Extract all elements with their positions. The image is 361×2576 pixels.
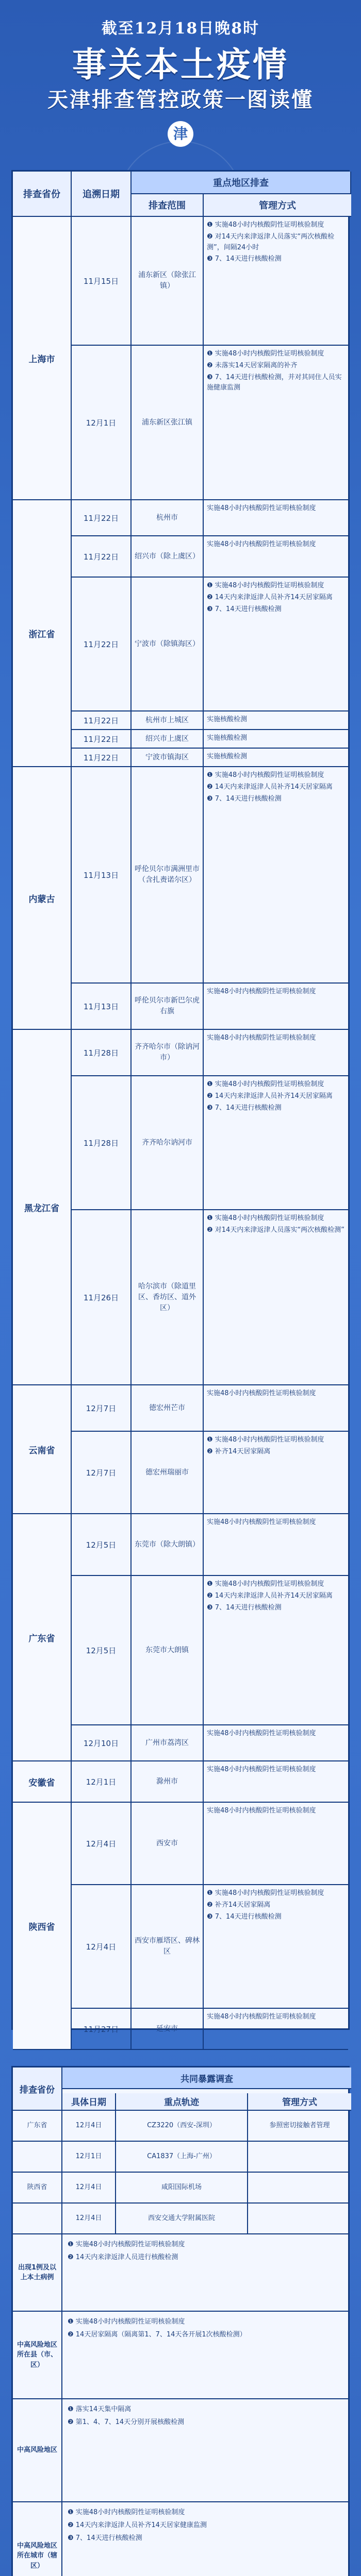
col-measure: 管理方式 — [248, 2093, 351, 2111]
cell-m — [248, 2142, 351, 2172]
province-cell: 广东省 — [13, 1514, 72, 1761]
measure-item: ❸ 7、14天进行核酸检测 — [207, 794, 282, 803]
table-row — [72, 1803, 348, 1885]
row-measures — [204, 1432, 348, 1513]
row-date: 12月10日 — [72, 1725, 132, 1760]
cell-date: 12月4日 — [62, 2204, 116, 2233]
cell-p: 广东省 — [13, 2111, 62, 2141]
row-measures — [204, 730, 348, 748]
table-row — [72, 217, 348, 346]
measure-item: 实施核酸检测 — [207, 716, 248, 723]
table-row — [72, 984, 348, 1030]
measure-item: ❷ 对14天内来津返津人员落实“两次核酸检测” — [207, 1226, 344, 1234]
measure-item: ❷ 14天内来津返津人员补齐14天居家隔离 — [207, 593, 333, 601]
table-row — [72, 1725, 348, 1761]
table-row — [13, 2173, 348, 2204]
policy-row — [13, 2312, 348, 2399]
row-date: 11月28日 — [72, 1030, 132, 1075]
measure-item: ❷ 14天内来津返津人员补齐14天居家隔离 — [207, 783, 333, 791]
col-measure: 管理方式 — [204, 194, 351, 217]
measure-item: ❶ 实施48小时内核酸阴性证明核验制度 — [207, 1080, 324, 1088]
measure-item: ❶ 实施48小时内核酸阴性证明核验制度 — [207, 771, 324, 779]
row-area: 广州市荔湾区 — [132, 1725, 204, 1760]
table-row — [72, 536, 348, 578]
policy-item: ❶ 实施48小时内核酸阴性证明核验制度 — [68, 2241, 185, 2248]
policy-item: ❶ 落实14天集中隔离 — [68, 2405, 132, 2413]
col-province: 排查省份 — [13, 172, 72, 217]
cell-p — [13, 2142, 62, 2172]
table-row — [72, 711, 348, 730]
row-date: 11月22日 — [72, 749, 132, 766]
header-subtitle: 天津排查管控政策一图读懂 — [47, 88, 314, 112]
key-area-rows — [13, 217, 348, 2034]
measure-item: 实施48小时内核酸阴性证明核验制度 — [207, 1389, 316, 1397]
row-measures — [204, 1576, 348, 1724]
row-measures — [204, 1076, 348, 1209]
cell-m: 参照密切接触者管理 — [269, 2121, 330, 2129]
province-cell: 黑龙江省 — [13, 1030, 72, 1385]
row-measures — [204, 984, 348, 1029]
row-date: 11月13日 — [72, 984, 132, 1029]
measure-item: 实施48小时内核酸阴性证明核验制度 — [207, 1766, 316, 1773]
table-row — [72, 346, 348, 500]
cell-date: 12月4日 — [62, 2111, 116, 2141]
cell-p — [13, 2204, 62, 2233]
province-cell: 内蒙古 — [13, 767, 72, 1030]
row-date: 11月22日 — [72, 730, 132, 748]
table-row — [72, 1210, 348, 1385]
policy-value — [62, 2399, 351, 2501]
cell-p: 陕西省 — [13, 2173, 62, 2202]
row-area: 哈尔滨市（除道里区、香坊区、道外区） — [132, 1210, 204, 1384]
measure-item: ❸ 7、14天进行核酸检测 — [207, 1104, 282, 1112]
row-area: 齐齐哈尔讷河市 — [132, 1076, 204, 1209]
policy-item: ❶ 实施48小时内核酸阴性证明核验制度 — [68, 2509, 185, 2516]
measure-item: ❸ 7、14天进行核酸检测，并对其同住人员实施健康监测 — [207, 373, 342, 392]
header — [0, 0, 361, 170]
table-row — [72, 730, 348, 749]
measure-item: ❷ 补齐14天居家隔离 — [207, 1901, 271, 1909]
measure-item: 实施48小时内核酸阴性证明核验制度 — [207, 1807, 316, 1815]
measure-item: 实施48小时内核酸阴性证明核验制度 — [207, 2013, 316, 2021]
measure-item: ❸ 7、14天进行核酸检测 — [207, 1912, 282, 1921]
row-date: 11月26日 — [72, 1210, 132, 1384]
measure-item: ❶ 实施48小时内核酸阴性证明核验制度 — [207, 1889, 324, 1897]
measure-item: ❶ 实施48小时内核酸阴性证明核验制度 — [207, 1580, 324, 1588]
row-measures — [204, 1210, 348, 1384]
policy-value — [62, 2234, 351, 2311]
measure-item: ❶ 实施48小时内核酸阴性证明核验制度 — [207, 582, 324, 589]
measure-item: ❸ 7、14天进行核酸检测 — [207, 605, 282, 613]
row-area: 西安市 — [132, 1803, 204, 1884]
measure-item: ❷ 补齐14天居家隔离 — [207, 1447, 271, 1455]
policy-row — [13, 2399, 348, 2502]
row-measures — [204, 346, 348, 499]
row-area: 德宏州芒市 — [132, 1385, 204, 1431]
table-row — [13, 2111, 348, 2142]
row-area: 呼伦贝尔市满洲里市（含扎赉诺尔区） — [132, 767, 204, 982]
table-row — [72, 1076, 348, 1210]
row-measures — [204, 711, 348, 729]
key-area-table-header — [13, 172, 348, 217]
measure-item: 实施核酸检测 — [207, 753, 248, 760]
policy-key: 中高风险地区 — [13, 2399, 62, 2501]
row-area: 德宏州瑞丽市 — [132, 1432, 204, 1513]
measure-item: ❸ 7、14天进行核酸检测 — [207, 1603, 282, 1612]
row-date: 11月22日 — [72, 578, 132, 710]
col-date: 追溯日期 — [72, 172, 132, 217]
measure-item: ❶ 实施48小时内核酸阴性证明核验制度 — [207, 1214, 324, 1222]
row-measures — [204, 1725, 348, 1760]
row-area: 东莞市大朗镇 — [132, 1576, 204, 1724]
row-measures — [204, 1761, 348, 1802]
table-row — [13, 2142, 348, 2173]
cell-date: 12月1日 — [62, 2142, 116, 2172]
measure-item: ❷ 14天内来津返津人员补齐14天居家隔离 — [207, 1092, 333, 1100]
exposure-rows — [13, 2111, 348, 2576]
table-row — [72, 1885, 348, 2009]
row-date: 11月13日 — [72, 767, 132, 982]
policy-item: ❷ 14天内来津返津人员进行核酸检测 — [68, 2253, 178, 2261]
row-area: 杭州市上城区 — [132, 711, 204, 729]
table-row — [72, 500, 348, 536]
key-area-table — [11, 170, 350, 2034]
policy-key: 中高风险地区所在县（市、区） — [13, 2312, 62, 2398]
row-area: 宁波市镇海区 — [132, 749, 204, 766]
measure-item: 实施核酸检测 — [207, 734, 248, 742]
col-caption: 共同暴露调查 — [62, 2067, 351, 2089]
cell-route: 西安交通大学附属医院 — [116, 2204, 248, 2233]
policy-item: ❷ 14天居家隔离（隔离第1、7、14天各开展1次核酸检测） — [68, 2330, 247, 2338]
row-area: 滁州市 — [132, 1761, 204, 1802]
cell-route: CZ3220（西安-深圳） — [116, 2111, 248, 2141]
province-cell: 云南省 — [13, 1385, 72, 1514]
measure-item: ❶ 实施48小时内核酸阴性证明核验制度 — [207, 221, 324, 229]
col-date: 具体日期 — [62, 2093, 116, 2111]
col-province: 排查省份 — [13, 2067, 62, 2111]
province-cell: 陕西省 — [13, 1803, 72, 2050]
col-scope: 排查范围 — [132, 194, 204, 217]
table-row — [72, 1432, 348, 1514]
row-date: 12月4日 — [72, 1803, 132, 1884]
measure-item: ❸ 7、14天进行核酸检测 — [207, 255, 282, 263]
row-date: 12月4日 — [72, 1885, 132, 2008]
policy-key: 中高风险地区所在城市（辖区） — [13, 2502, 62, 2576]
row-area: 东莞市（除大朗镇） — [132, 1514, 204, 1575]
row-area: 延安市 — [132, 2009, 204, 2049]
measure-item: ❷ 未落实14天居家隔离的补齐 — [207, 361, 298, 369]
row-date: 11月28日 — [72, 1076, 132, 1209]
row-date: 12月5日 — [72, 1576, 132, 1724]
policy-key: 出现1例及以上本土病例 — [13, 2234, 62, 2311]
measure-item: ❷ 14天内来津返津人员补齐14天居家隔离 — [207, 1591, 333, 1600]
header-title: 事关本土疫情 — [72, 45, 289, 84]
table-row — [72, 2009, 348, 2050]
row-measures — [204, 1514, 348, 1575]
policy-item: ❷ 第1、4、7、14天分别开展核酸检测 — [68, 2418, 185, 2426]
policy-row — [13, 2234, 348, 2312]
row-date: 12月1日 — [72, 1761, 132, 1802]
province-cell: 浙江省 — [13, 500, 72, 767]
table-row — [13, 2204, 348, 2234]
policy-row — [13, 2502, 348, 2576]
row-measures — [204, 1030, 348, 1075]
table-row — [72, 1030, 348, 1076]
table-row — [72, 749, 348, 767]
row-measures — [204, 2009, 348, 2049]
measure-item: ❶ 实施48小时内核酸阴性证明核验制度 — [207, 1436, 324, 1444]
measure-item: 实施48小时内核酸阴性证明核验制度 — [207, 1034, 316, 1042]
row-area: 浦东新区张江镇 — [132, 346, 204, 499]
row-date: 11月22日 — [72, 536, 132, 577]
measure-item: ❶ 实施48小时内核酸阴性证明核验制度 — [207, 350, 324, 358]
row-date: 12月7日 — [72, 1432, 132, 1513]
col-route: 重点轨迹 — [116, 2093, 248, 2111]
row-measures — [204, 500, 348, 535]
cell-m — [248, 2173, 351, 2202]
row-area: 绍兴市（除上虞区） — [132, 536, 204, 577]
policy-value — [62, 2312, 351, 2398]
row-date: 11月22日 — [72, 711, 132, 729]
row-date: 11月15日 — [72, 217, 132, 345]
row-area: 绍兴市上虞区 — [132, 730, 204, 748]
measure-item: 实施48小时内核酸阴性证明核验制度 — [207, 1730, 316, 1737]
cell-m — [248, 2204, 351, 2233]
policy-item: ❷ 14天内来津返津人员补齐14天居家健康监测 — [68, 2521, 207, 2529]
row-date: 12月7日 — [72, 1385, 132, 1431]
exposure-table-header — [13, 2067, 348, 2111]
table-row — [72, 1761, 348, 1803]
row-date: 12月5日 — [72, 1514, 132, 1575]
row-date: 11月22日 — [72, 500, 132, 535]
row-date: 11月27日 — [72, 2009, 132, 2049]
row-measures — [204, 578, 348, 710]
row-measures — [204, 217, 348, 345]
measure-item: 实施48小时内核酸阴性证明核验制度 — [207, 988, 316, 995]
table-row — [72, 1576, 348, 1725]
table-row — [72, 578, 348, 711]
row-area: 西安市雁塔区、碑林区 — [132, 1885, 204, 2008]
cell-date: 12月4日 — [62, 2173, 116, 2202]
col-caption: 重点地区排查 — [132, 172, 351, 194]
row-area: 浦东新区（除张江镇） — [132, 217, 204, 345]
table-row — [72, 1514, 348, 1576]
row-measures — [204, 536, 348, 577]
table-row — [72, 1385, 348, 1432]
province-cell: 安徽省 — [13, 1761, 72, 1803]
exposure-table — [11, 2066, 350, 2576]
policy-item: ❶ 实施48小时内核酸阴性证明核验制度 — [68, 2318, 185, 2326]
measure-item: 实施48小时内核酸阴性证明核验制度 — [207, 1518, 316, 1526]
header-date: 截至12月18日晚8时 — [101, 20, 260, 38]
row-area: 齐齐哈尔市（除讷河市） — [132, 1030, 204, 1075]
row-measures — [204, 749, 348, 766]
measure-item: ❷ 对14天内来津返津人员落实“两次核酸检测”，间隔24小时 — [207, 232, 335, 251]
logo-icon: 津 — [168, 121, 193, 147]
row-measures — [204, 767, 348, 982]
row-area: 杭州市 — [132, 500, 204, 535]
row-date: 12月1日 — [72, 346, 132, 499]
cell-route: 咸阳国际机场 — [116, 2173, 248, 2202]
table-row — [72, 767, 348, 984]
row-measures — [204, 1385, 348, 1431]
row-measures — [204, 1885, 348, 2008]
row-area: 宁波市（除镇海区） — [132, 578, 204, 710]
row-area: 呼伦贝尔市新巴尔虎右旗 — [132, 984, 204, 1029]
cell-route: CA1837（上海-广州） — [116, 2142, 248, 2172]
province-cell: 上海市 — [13, 217, 72, 500]
measure-item: 实施48小时内核酸阴性证明核验制度 — [207, 504, 316, 512]
measure-item: 实施48小时内核酸阴性证明核验制度 — [207, 540, 316, 548]
policy-value — [62, 2502, 351, 2576]
policy-item: ❸ 7、14天进行核酸检测 — [68, 2534, 142, 2542]
row-measures — [204, 1803, 348, 1884]
